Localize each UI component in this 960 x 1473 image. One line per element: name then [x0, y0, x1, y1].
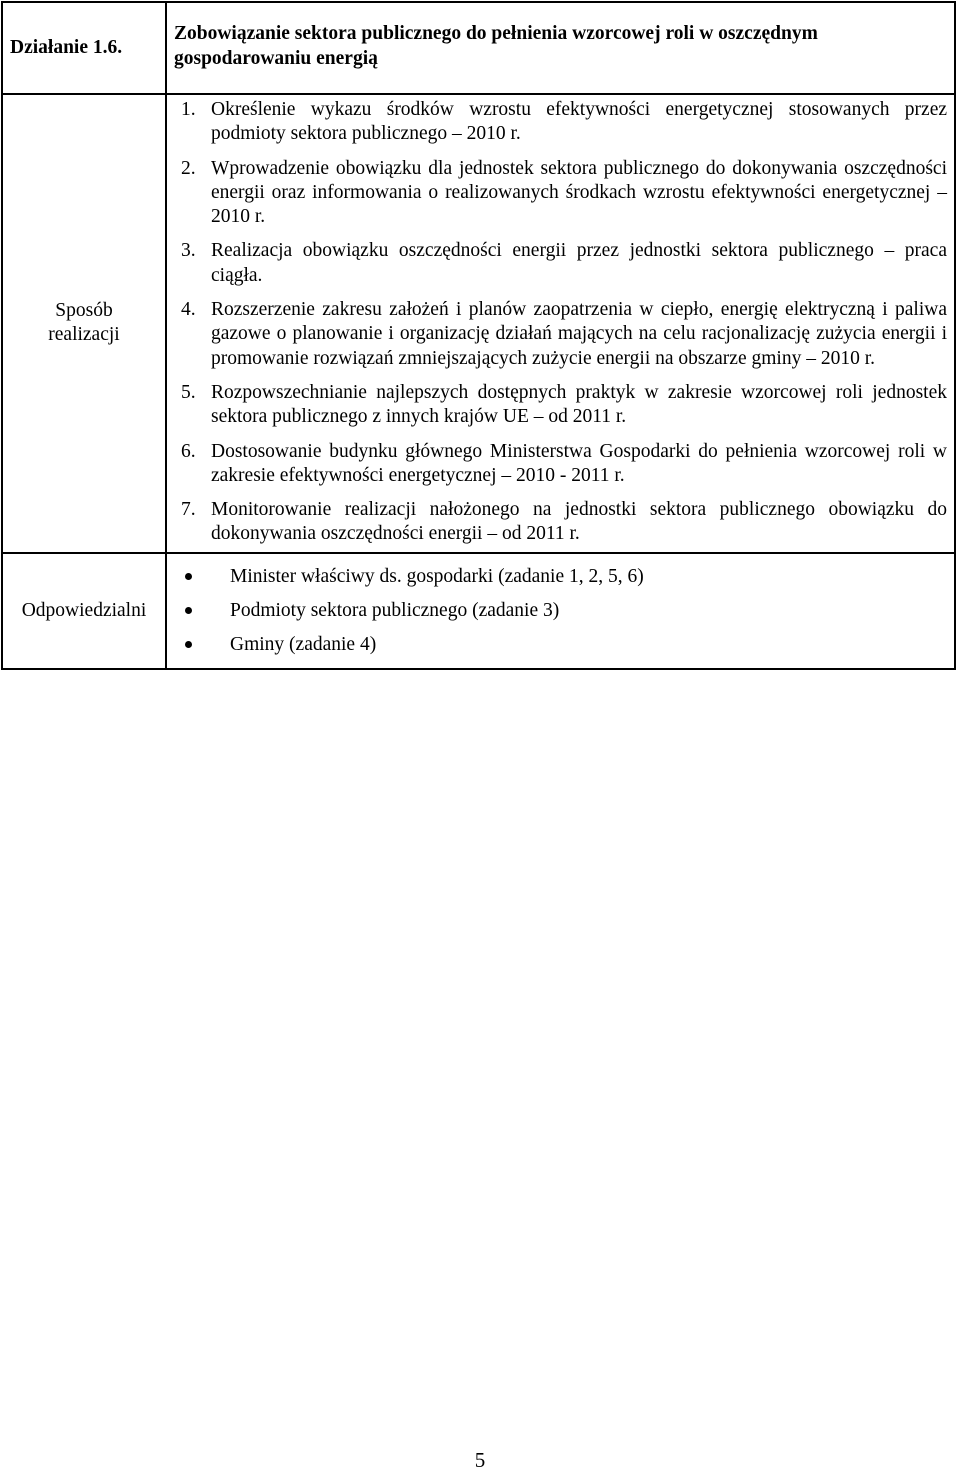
- action-number-cell: [2, 2, 166, 94]
- task-text: Wprowadzenie obowiązku dla jednostek sektora publicznego do dokonywania oszczędności energii oraz informowania o realizowanych środkach wzrostu efektywności energetycznej – 2010 r.: [211, 157, 947, 228]
- task-text: Dostosowanie budynku głównego Ministerstwa Gospodarki do pełnienia wzorcowej roli w zakresie efektywności energetycznej – 2010 - 2011 r.: [211, 440, 947, 486]
- responsible-label-cell: [2, 553, 166, 669]
- action-number: Działanie 1.6.: [10, 37, 123, 58]
- task-number: 6.: [181, 440, 196, 462]
- responsible-list-cell: [166, 553, 955, 669]
- responsible-item: [181, 594, 947, 628]
- action-table: [1, 1, 956, 670]
- responsible-list: [181, 560, 947, 662]
- bullet-icon: [185, 641, 192, 648]
- responsible-row: [2, 553, 955, 669]
- task-text: Rozpowszechnianie najlepszych dostępnych praktyk w zakresie wzorcowej roli jednostek sektora publicznego z innych krajów UE – od 2011 r.: [211, 381, 947, 428]
- task-number: 1.: [181, 99, 196, 120]
- bullet-icon: [185, 607, 192, 614]
- task-item: [181, 440, 947, 489]
- task-item: [181, 98, 947, 147]
- page-number: 5: [474, 1448, 486, 1472]
- implementation-row: [2, 94, 955, 553]
- implementation-label-line2: realizacji: [48, 324, 120, 346]
- action-title: Zobowiązanie sektora publicznego do pełnienia wzorcowej roli w oszczędnym gospodarowaniu energią: [174, 23, 818, 69]
- responsible-label: Odpowiedzialni: [21, 599, 147, 621]
- header-row: [2, 2, 955, 94]
- task-number: 7.: [181, 499, 196, 521]
- task-item: [181, 239, 947, 288]
- responsible-item: [181, 560, 947, 594]
- task-list: [181, 98, 947, 547]
- responsible-item: [181, 628, 947, 662]
- bullet-icon: [185, 573, 192, 580]
- task-item: [181, 498, 947, 547]
- task-item: [181, 157, 947, 230]
- implementation-label-cell: [2, 94, 166, 553]
- task-text: Określenie wykazu środków wzrostu efektywności energetycznej stosowanych przez podmioty sektora publicznego – 2010 r.: [211, 99, 947, 145]
- responsible-text: Podmioty sektora publicznego (zadanie 3): [230, 599, 560, 621]
- task-item: [181, 381, 947, 430]
- implementation-tasks-cell: [166, 94, 955, 553]
- implementation-label-line1: Sposób: [55, 300, 113, 322]
- task-text: Realizacja obowiązku oszczędności energii przez jednostki sektora publicznego – praca ciągła.: [211, 240, 947, 286]
- task-number: 5.: [181, 381, 196, 403]
- task-item: [181, 298, 947, 371]
- task-text: Rozszerzenie zakresu założeń i planów zaopatrzenia w ciepło, energię elektryczną i paliwa gazowe o planowanie i organizację działań mających na celu racjonalizację zużycia energii i promowanie rozwiązań zmniejszających zużycie energii na obszarze gminy – 2010 r.: [211, 299, 947, 369]
- task-text: Monitorowanie realizacji nałożonego na jednostki sektora publicznego obowiązku do dokonywania oszczędności energii – od 2011 r.: [211, 499, 947, 545]
- responsible-text: Minister właściwy ds. gospodarki (zadanie 1, 2, 5, 6): [230, 565, 644, 587]
- task-number: 2.: [181, 157, 196, 179]
- responsible-text: Gminy (zadanie 4): [230, 633, 377, 655]
- action-title-cell: [166, 2, 955, 94]
- task-number: 4.: [181, 299, 196, 321]
- task-number: 3.: [181, 240, 196, 262]
